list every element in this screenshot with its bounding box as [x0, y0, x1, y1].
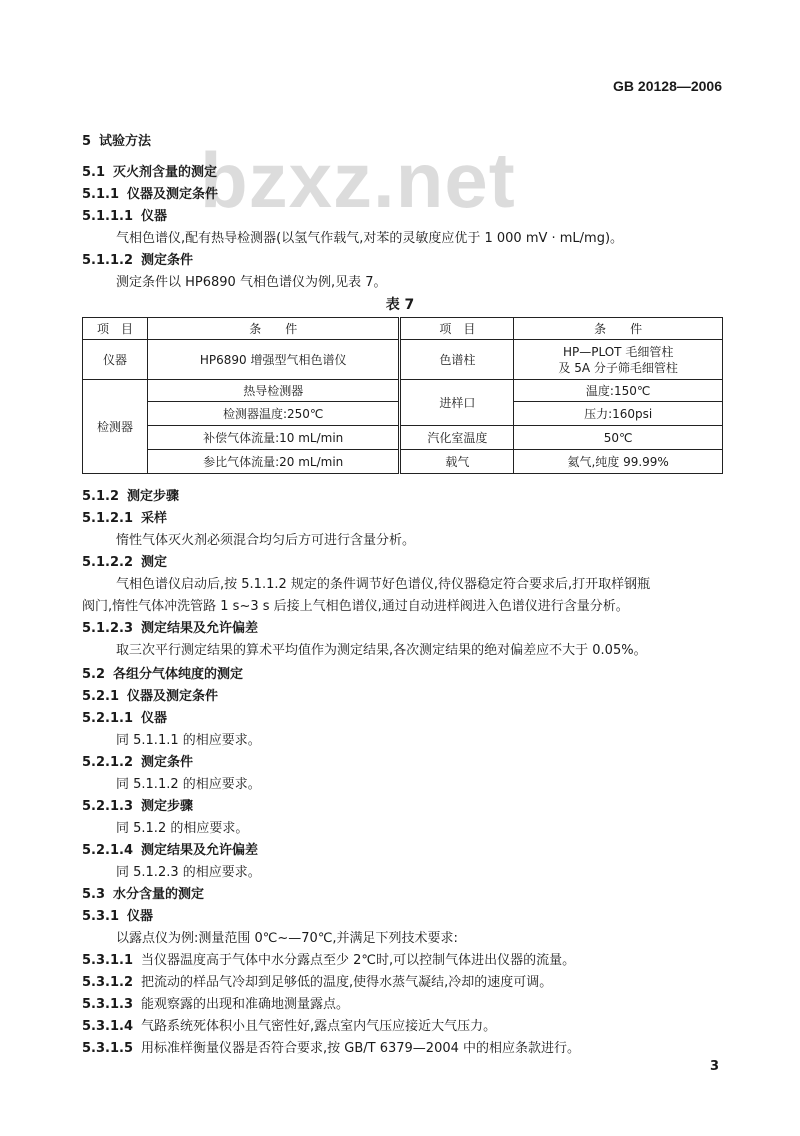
numbered-item: 5.3.1.3 能观察露的出现和准确地测量露点。 — [82, 997, 350, 1012]
numbered-item: 5.3.1.5 用标准样衡量仪器是否符合要求,按 GB/T 6379—2004 中的相应条款进行。 — [82, 1041, 581, 1056]
watermark: bzxz.net — [200, 136, 516, 224]
section-heading: 5.3.1 仪器 — [82, 909, 154, 924]
table-cell: 进样口 — [400, 380, 514, 426]
section-heading: 5 试验方法 — [82, 134, 152, 149]
table-cell: HP6890 增强型气相色谱仪 — [147, 340, 400, 380]
table-cell: 压力:160psi — [514, 402, 723, 426]
table-row — [83, 450, 723, 474]
section-heading: 5.1.1 仪器及测定条件 — [82, 187, 219, 202]
paragraph: 阀门,惰性气体冲洗管路 1 s~3 s 后接上气相色谱仪,通过自动进样阀进入色谱仪进行含量分析。 — [82, 599, 629, 614]
table-header-row — [83, 318, 723, 340]
table-header-cell: 项 目 — [400, 318, 514, 340]
table-cell: 热导检测器 — [147, 380, 400, 402]
numbered-item: 5.3.1.1 当仪器温度高于气体中水分露点至少 2℃时,可以控制气体进出仪器的流量。 — [82, 953, 576, 968]
table-header-cell: 条 件 — [514, 318, 723, 340]
table-row — [83, 426, 723, 450]
table-cell: 参比气体流量:20 mL/min — [147, 450, 400, 474]
table-cell: 氦气,纯度 99.99% — [514, 450, 723, 474]
table-cell: 载气 — [400, 450, 514, 474]
table-cell: 仪器 — [83, 340, 148, 380]
section-heading: 5.1.1.2 测定条件 — [82, 253, 194, 268]
section-heading: 5.1.1.1 仪器 — [82, 209, 168, 224]
paragraph: 气相色谱仪启动后,按 5.1.1.2 规定的条件调节好色谱仪,待仪器稳定符合要求后,打开取样钢瓶 — [116, 577, 651, 592]
table-cell: 温度:150℃ — [514, 380, 723, 402]
cell-line: HP—PLOT 毛细管柱 — [562, 344, 674, 359]
table-row — [83, 340, 723, 380]
section-heading: 5.1.2.2 测定 — [82, 555, 168, 570]
table-caption: 表 7 — [385, 297, 415, 313]
table-cell: 检测器温度:250℃ — [147, 402, 400, 426]
section-heading: 5.2.1 仪器及测定条件 — [82, 689, 219, 704]
paragraph: 同 5.1.2.3 的相应要求。 — [116, 865, 261, 880]
section-heading: 5.2.1.3 测定步骤 — [82, 799, 194, 814]
standard-number: GB 20128—2006 — [613, 78, 722, 94]
paragraph: 以露点仪为例:测量范围 0℃~—70℃,并满足下列技术要求: — [116, 931, 458, 946]
section-heading: 5.1.2.1 采样 — [82, 511, 168, 526]
section-heading: 5.2.1.4 测定结果及允许偏差 — [82, 843, 259, 858]
paragraph: 同 5.1.1.1 的相应要求。 — [116, 733, 261, 748]
section-heading: 5.2 各组分气体纯度的测定 — [82, 667, 244, 682]
table-row — [83, 380, 723, 402]
section-heading: 5.1 灭火剂含量的测定 — [82, 165, 218, 180]
cell-line: 及 5A 分子筛毛细管柱 — [558, 360, 678, 375]
table-cell: 补偿气体流量:10 mL/min — [147, 426, 400, 450]
paragraph: 气相色谱仪,配有热导检测器(以氢气作载气,对苯的灵敏度应优于 1 000 mV · mL/mg)。 — [116, 231, 624, 246]
paragraph: 同 5.1.2 的相应要求。 — [116, 821, 249, 836]
section-heading: 5.1.2.3 测定结果及允许偏差 — [82, 621, 259, 636]
table-cell: 色谱柱 — [400, 340, 514, 380]
numbered-item: 5.3.1.4 气路系统死体积小且气密性好,露点室内气压应接近大气压力。 — [82, 1019, 497, 1034]
table-cell: 汽化室温度 — [400, 426, 514, 450]
section-heading: 5.3 水分含量的测定 — [82, 887, 205, 902]
table-7 — [82, 317, 723, 474]
table-cell: 检测器 — [83, 380, 148, 474]
table-cell — [514, 340, 723, 380]
paragraph: 取三次平行测定结果的算术平均值作为测定结果,各次测定结果的绝对偏差应不大于 0.05%。 — [116, 643, 647, 658]
table-header-cell: 项 目 — [83, 318, 148, 340]
page-number: 3 — [709, 1059, 719, 1074]
table-cell: 50℃ — [514, 426, 723, 450]
paragraph: 测定条件以 HP6890 气相色谱仪为例,见表 7。 — [116, 275, 387, 290]
paragraph: 惰性气体灭火剂必须混合均匀后方可进行含量分析。 — [116, 533, 416, 548]
section-heading: 5.2.1.2 测定条件 — [82, 755, 194, 770]
table-header-cell: 条 件 — [147, 318, 400, 340]
paragraph: 同 5.1.1.2 的相应要求。 — [116, 777, 261, 792]
section-heading: 5.2.1.1 仪器 — [82, 711, 168, 726]
numbered-item: 5.3.1.2 把流动的样品气冷却到足够低的温度,使得水蒸气凝结,冷却的速度可调。 — [82, 975, 553, 990]
section-heading: 5.1.2 测定步骤 — [82, 489, 180, 504]
